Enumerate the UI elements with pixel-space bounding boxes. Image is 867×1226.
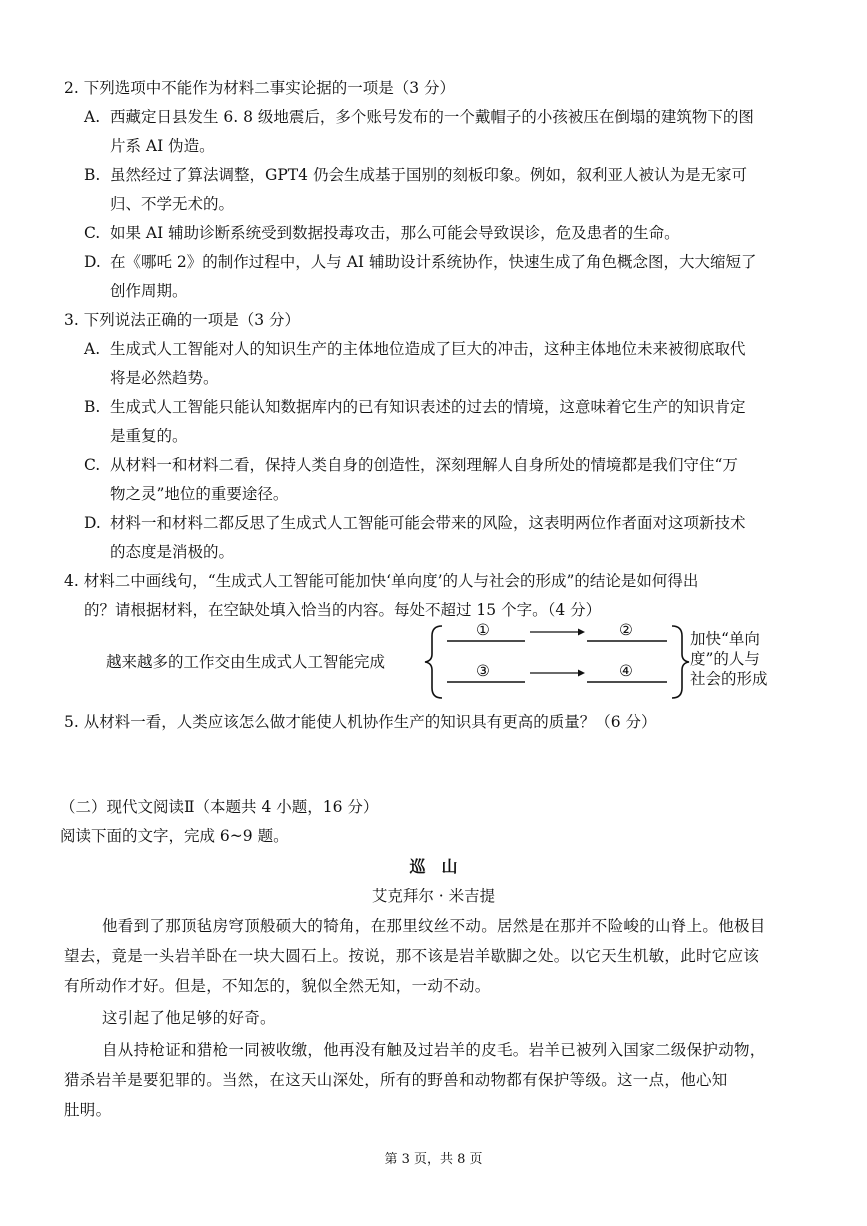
q2-option-b-cont: 归、不学无术的。 [110, 195, 235, 213]
q4-stem-line2: 的？请根据材料，在空缺处填入恰当的内容。每处不超过 15 个字。（4 分） [84, 601, 602, 619]
option-text: 西藏定日县发生 6. 8 级地震后，多个账号发布的一个戴帽子的小孩被压在倒塌的建筑物下的图 [110, 108, 754, 126]
article-title: 巡 山 [409, 857, 458, 876]
option-text: 虽然经过了算法调整，GPT4 仍会生成基于国别的刻板印象。例如，叙利亚人被认为是无家可 [110, 166, 747, 184]
option-text: 生成式人工智能对人的知识生产的主体地位造成了巨大的冲击，这种主体地位未来被彻底取代 [110, 340, 746, 358]
q3-option-b-cont: 是重复的。 [110, 427, 188, 445]
paragraph-1-line-2: 望去，竟是一头岩羊卧在一块大圆石上。按说，那不该是岩羊歇脚之处。以它天生机敏，此时它应该 [64, 947, 760, 965]
option-text: 从材料一和材料二看，保持人类自身的创造性，深刻理解人自身所处的情境都是我们守住“万 [110, 456, 738, 474]
blank-4-label: ④ [619, 662, 633, 680]
paragraph-2-line-1: 这引起了他足够的好奇。 [102, 1009, 276, 1027]
option-letter: D. [84, 514, 101, 532]
option-text: 材料一和材料二都反思了生成式人工智能可能会带来的风险，这表明两位作者面对这项新技术 [110, 514, 746, 532]
diagram-result-line3: 社会的形成 [690, 670, 768, 688]
paragraph-1-line-3: 有所动作才好。但是，不知怎的，貌似全然无知，一动不动。 [64, 977, 491, 995]
arrow-2-head-icon [578, 670, 585, 677]
q2-option-a-cont: 片系 AI 伪造。 [110, 137, 215, 155]
blank-1-label: ① [476, 621, 490, 639]
diagram-source-text: 越来越多的工作交由生成式人工智能完成 [106, 653, 386, 671]
paragraph-3-line-2: 猎杀岩羊是要犯罪的。当然，在这天山深处，所有的野兽和动物都有保护等级。这一点，他心知 [64, 1071, 728, 1089]
section-instruction: 阅读下面的文字，完成 6~9 题。 [60, 827, 289, 845]
paragraph-3-line-3: 肚明。 [64, 1101, 112, 1119]
option-letter: B. [84, 398, 101, 416]
option-letter: C. [84, 224, 101, 242]
q3-option-a-cont: 将是必然趋势。 [110, 369, 219, 387]
option-letter: A. [84, 340, 101, 358]
page-footer: 第 3 页，共 8 页 [384, 1152, 483, 1167]
arrow-1-head-icon [578, 629, 585, 636]
diagram-result-line2: 度”的人与 [690, 650, 760, 668]
q5-stem: 5. 从材料一看，人类应该怎么做才能使人机协作生产的知识具有更高的质量？（6 分） [64, 713, 657, 731]
option-letter: D. [84, 253, 101, 271]
blank-2-label: ② [619, 621, 633, 639]
option-letter: C. [84, 456, 101, 474]
option-letter: A. [84, 108, 101, 126]
left-brace-icon [425, 626, 442, 698]
paragraph-1-line-1: 他看到了那顶毡房穹顶般硕大的犄角，在那里纹丝不动。居然是在那并不险峻的山脊上。他极目 [102, 917, 766, 935]
option-text: 如果 AI 辅助诊断系统受到数据投毒攻击，那么可能会导致误诊，危及患者的生命。 [110, 224, 680, 242]
diagram-result-line1: 加快“单向 [690, 630, 760, 648]
right-brace-icon [672, 626, 689, 698]
section-heading: （二）现代文阅读Ⅱ（本题共 4 小题，16 分） [60, 798, 379, 816]
article-author: 艾克拜尔 · 米吉提 [371, 887, 496, 905]
q3-option-c-cont: 物之灵”地位的重要途径。 [110, 485, 289, 503]
q3-option-d-cont: 的态度是消极的。 [110, 543, 235, 561]
q2-option-d-cont: 创作周期。 [110, 282, 188, 300]
q2-stem: 2. 下列选项中不能作为材料二事实论据的一项是（3 分） [64, 79, 456, 97]
option-text: 在《哪吒 2》的制作过程中，人与 AI 辅助设计系统协作，快速生成了角色概念图，大大缩短了 [110, 253, 757, 271]
option-text: 生成式人工智能只能认知数据库内的已有知识表述的过去的情境，这意味着它生产的知识肯定 [110, 398, 746, 416]
q3-stem: 3. 下列说法正确的一项是（3 分） [64, 311, 301, 329]
paragraph-3-line-1: 自从持枪证和猎枪一同被收缴，他再没有触及过岩羊的皮毛。岩羊已被列入国家二级保护动物， [102, 1041, 766, 1059]
blank-3-label: ③ [476, 662, 490, 680]
q4-stem-line1: 4. 材料二中画线句，“生成式人工智能可能加快‘单向度’的人与社会的形成”的结论是如何得出 [64, 572, 699, 590]
option-letter: B. [84, 166, 101, 184]
